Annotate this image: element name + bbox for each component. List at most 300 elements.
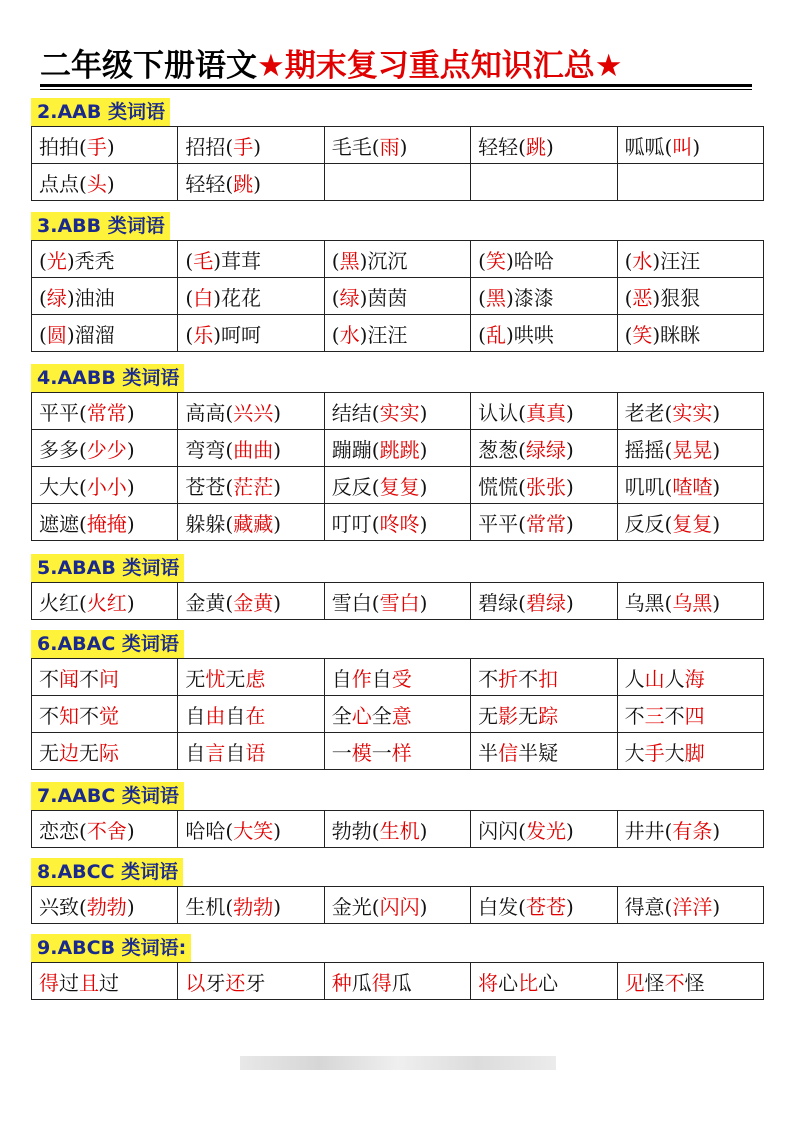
word-text: 心	[538, 970, 559, 995]
answer-text: 茫茫	[233, 474, 274, 499]
word-text: 恋恋(	[39, 818, 87, 843]
word-table	[31, 240, 764, 352]
word-cell	[324, 733, 470, 770]
word-text: )漆漆	[505, 285, 554, 310]
word-text: )狠狠	[652, 285, 701, 310]
answer-text: 发光	[525, 818, 566, 843]
answer-text: 扣	[538, 666, 559, 691]
answer-text: 手	[233, 134, 254, 159]
word-section	[31, 858, 764, 924]
answer-text: 闪闪	[379, 894, 420, 919]
word-table	[31, 126, 764, 201]
word-text: )	[273, 590, 282, 615]
word-text: 遮遮(	[39, 511, 87, 536]
word-text: 老老(	[624, 400, 673, 425]
table-row	[32, 504, 764, 541]
word-text: 慌慌(	[478, 474, 526, 499]
answer-text: 乐	[193, 322, 214, 347]
table-row	[32, 278, 764, 315]
word-text: 大大(	[39, 474, 87, 499]
word-text: )	[126, 894, 135, 919]
word-cell	[32, 504, 178, 541]
answer-text: 且	[79, 970, 99, 995]
word-text: 哈哈(	[185, 818, 234, 843]
answer-text: 问	[99, 666, 119, 691]
answer-text: 语	[245, 740, 266, 765]
table-row	[32, 430, 764, 467]
word-text: )	[126, 511, 135, 536]
word-text: 不	[518, 666, 539, 691]
word-text: 结结(	[331, 400, 380, 425]
word-cell	[471, 811, 617, 848]
word-section	[31, 934, 764, 1000]
word-cell	[324, 583, 470, 620]
word-text: )	[712, 590, 721, 615]
word-text: )	[565, 894, 574, 919]
word-text: )	[692, 134, 701, 159]
word-text: 多多(	[39, 437, 87, 462]
answer-text: 跳跳	[379, 437, 420, 462]
word-text: 瓜	[391, 970, 412, 995]
title-underline-thick	[40, 84, 752, 87]
word-cell	[471, 164, 617, 201]
answer-text: 比	[518, 970, 539, 995]
answer-text: 还	[225, 970, 246, 995]
word-text: )	[712, 474, 721, 499]
answer-text: 脚	[684, 740, 705, 765]
title-underline-thin	[40, 89, 752, 90]
word-text: 葱葱(	[478, 437, 526, 462]
word-cell	[617, 430, 763, 467]
word-cell	[32, 393, 178, 430]
answer-text: 觉	[99, 703, 119, 728]
blurred-footer-watermark	[240, 1056, 556, 1070]
word-cell	[32, 696, 178, 733]
word-text: )	[419, 437, 428, 462]
word-text: )哈哈	[505, 248, 554, 273]
answer-text: 恶	[632, 285, 653, 310]
answer-text: 雪白	[379, 590, 420, 615]
answer-text: 见	[624, 970, 645, 995]
word-table	[31, 810, 764, 848]
answer-text: 踪	[538, 703, 559, 728]
word-text: )茵茵	[359, 285, 408, 310]
word-text: )	[126, 590, 135, 615]
section-heading: 4.AABB 类词语	[31, 364, 184, 392]
answer-text: 叫	[672, 134, 693, 159]
table-row	[32, 241, 764, 278]
answer-text: 绿	[46, 285, 67, 310]
word-text: )秃秃	[66, 248, 115, 273]
word-text: 兴致(	[39, 894, 87, 919]
word-text: 不	[79, 666, 99, 691]
word-text: 生机(	[185, 894, 234, 919]
word-cell	[617, 127, 763, 164]
answer-text: 跳	[233, 171, 254, 196]
word-text: 弯弯(	[185, 437, 234, 462]
answer-text: 海	[684, 666, 705, 691]
table-row	[32, 164, 764, 201]
answer-text: 折	[498, 666, 519, 691]
word-text: )沉沉	[359, 248, 408, 273]
word-text: 轻轻(	[478, 134, 526, 159]
word-cell	[617, 887, 763, 924]
answer-text: 晃晃	[672, 437, 713, 462]
word-text: (	[624, 248, 633, 273]
word-text: )	[545, 134, 554, 159]
answer-text: 模	[351, 740, 372, 765]
word-text: )	[565, 474, 574, 499]
word-cell	[32, 811, 178, 848]
word-text: 全	[371, 703, 392, 728]
word-text: 大	[624, 740, 645, 765]
word-text: )	[273, 511, 282, 536]
answer-text: 咚咚	[379, 511, 420, 536]
word-text: 自	[225, 740, 246, 765]
word-cell	[32, 659, 178, 696]
answer-text: 小小	[86, 474, 127, 499]
word-text: 点点(	[39, 171, 87, 196]
word-text: 反反(	[624, 511, 673, 536]
word-text: )	[253, 171, 262, 196]
word-text: 雪白(	[331, 590, 380, 615]
word-text: 轻轻(	[185, 171, 234, 196]
answer-text: 复复	[379, 474, 420, 499]
answer-text: 三	[644, 703, 665, 728]
word-text: )	[712, 818, 721, 843]
word-cell	[32, 467, 178, 504]
word-cell	[32, 430, 178, 467]
answer-text: 山	[644, 666, 665, 691]
word-cell	[471, 315, 617, 352]
answer-text: 藏藏	[233, 511, 274, 536]
word-text: )	[126, 437, 135, 462]
answer-text: 闻	[59, 666, 79, 691]
word-text: (	[331, 285, 340, 310]
word-text: )	[419, 894, 428, 919]
answer-text: 真真	[525, 400, 566, 425]
word-section	[31, 98, 764, 201]
word-text: 自	[331, 666, 352, 691]
word-text: (	[478, 248, 486, 273]
word-text: )	[565, 437, 574, 462]
word-text: 平平(	[478, 511, 526, 536]
word-cell	[178, 393, 324, 430]
word-text: 无	[518, 703, 539, 728]
word-cell	[324, 811, 470, 848]
answer-text: 影	[498, 703, 519, 728]
word-cell	[471, 127, 617, 164]
word-cell	[617, 504, 763, 541]
word-cell	[178, 467, 324, 504]
word-text: 无	[79, 740, 99, 765]
word-text: 心	[498, 970, 519, 995]
word-cell	[617, 467, 763, 504]
word-cell	[324, 164, 470, 201]
word-text: (	[185, 248, 194, 273]
word-text: 反反(	[331, 474, 380, 499]
word-cell	[324, 127, 470, 164]
word-cell	[471, 696, 617, 733]
word-section	[31, 364, 764, 541]
word-text: 得意(	[624, 894, 673, 919]
answer-text: 跳	[525, 134, 546, 159]
page-title	[40, 46, 752, 86]
answer-text: 生机	[379, 818, 420, 843]
word-text: (	[624, 322, 633, 347]
word-text: (	[331, 248, 340, 273]
word-cell	[178, 430, 324, 467]
section-heading: 7.AABC 类词语	[31, 782, 184, 810]
section-heading: 8.ABCC 类词语	[31, 858, 183, 886]
word-text: 自	[371, 666, 392, 691]
word-text: 半	[478, 740, 499, 765]
answer-text: 忧	[205, 666, 226, 691]
word-text: (	[185, 285, 194, 310]
word-text: )茸茸	[213, 248, 262, 273]
word-cell	[471, 583, 617, 620]
answer-text: 绿绿	[525, 437, 566, 462]
table-row	[32, 696, 764, 733]
word-text: 过	[59, 970, 79, 995]
word-text: )	[565, 400, 574, 425]
answer-text: 碧绿	[525, 590, 566, 615]
answer-text: 笑	[632, 322, 653, 347]
answer-text: 雨	[379, 134, 400, 159]
word-cell	[617, 659, 763, 696]
word-text: )汪汪	[359, 322, 408, 347]
word-cell	[32, 583, 178, 620]
word-text: )	[273, 474, 282, 499]
answer-text: 大笑	[233, 818, 274, 843]
answer-text: 虑	[245, 666, 266, 691]
word-text: 勃勃(	[331, 818, 380, 843]
answer-text: 由	[205, 703, 226, 728]
answer-text: 兴兴	[233, 400, 274, 425]
word-cell	[178, 127, 324, 164]
answer-text: 曲曲	[233, 437, 274, 462]
word-cell	[178, 504, 324, 541]
answer-text: 黑	[339, 248, 360, 273]
answer-text: 勃勃	[86, 894, 127, 919]
word-text: )	[106, 171, 115, 196]
word-text: )	[273, 437, 282, 462]
word-cell	[617, 164, 763, 201]
answer-text: 信	[498, 740, 519, 765]
word-cell	[324, 430, 470, 467]
word-text: 金光(	[331, 894, 380, 919]
answer-text: 常常	[525, 511, 566, 536]
word-text: )	[565, 511, 574, 536]
answer-text: 少少	[86, 437, 127, 462]
word-text: )	[106, 134, 115, 159]
table-row	[32, 393, 764, 430]
word-text: )汪汪	[652, 248, 701, 273]
word-cell	[178, 583, 324, 620]
word-text: )	[419, 590, 428, 615]
answer-text: 四	[684, 703, 705, 728]
word-text: 牙	[205, 970, 226, 995]
word-text: 不	[39, 666, 59, 691]
word-cell	[471, 504, 617, 541]
word-cell	[617, 696, 763, 733]
word-text: )	[399, 134, 408, 159]
word-cell	[324, 241, 470, 278]
word-text: )	[565, 818, 574, 843]
word-text: 平平(	[39, 400, 87, 425]
word-text: 不	[664, 703, 685, 728]
answer-text: 圆	[46, 322, 67, 347]
word-cell	[471, 430, 617, 467]
answer-text: 有条	[672, 818, 713, 843]
word-cell	[617, 733, 763, 770]
answer-text: 样	[391, 740, 412, 765]
word-text: 高高(	[185, 400, 234, 425]
word-cell	[178, 659, 324, 696]
word-text: 瓜	[351, 970, 372, 995]
word-cell	[617, 393, 763, 430]
answer-text: 言	[205, 740, 226, 765]
word-text: 无	[478, 703, 499, 728]
word-text: 井井(	[624, 818, 673, 843]
word-cell	[617, 278, 763, 315]
table-row	[32, 315, 764, 352]
word-cell	[178, 963, 324, 1000]
word-cell	[324, 504, 470, 541]
answer-text: 不舍	[86, 818, 127, 843]
answer-text: 知	[59, 703, 79, 728]
word-text: (	[331, 322, 340, 347]
word-text: )	[712, 437, 721, 462]
word-text: )	[712, 400, 721, 425]
section-heading: 2.AAB 类词语	[31, 98, 170, 126]
word-cell	[178, 241, 324, 278]
answer-text: 乌黑	[672, 590, 713, 615]
answer-text: 手	[86, 134, 107, 159]
word-cell	[178, 887, 324, 924]
word-text: 毛毛(	[331, 134, 380, 159]
word-text: 不	[624, 703, 645, 728]
word-cell	[617, 811, 763, 848]
word-text: 不	[39, 703, 59, 728]
word-cell	[471, 733, 617, 770]
answer-text: 苍苍	[525, 894, 566, 919]
word-cell	[32, 887, 178, 924]
word-text: )	[712, 511, 721, 536]
answer-text: 常常	[86, 400, 127, 425]
word-cell	[178, 164, 324, 201]
word-text: (	[478, 322, 486, 347]
word-text: )	[273, 400, 282, 425]
word-text: 不	[79, 703, 99, 728]
word-text: 无	[185, 666, 206, 691]
word-cell	[324, 278, 470, 315]
word-text: 全	[331, 703, 352, 728]
word-cell	[617, 583, 763, 620]
answer-text: 心	[351, 703, 372, 728]
word-text: 白发(	[478, 894, 526, 919]
answer-text: 边	[59, 740, 79, 765]
word-table	[31, 962, 764, 1000]
word-text: 大	[664, 740, 685, 765]
word-text: 呱呱(	[624, 134, 673, 159]
answer-text: 意	[391, 703, 412, 728]
word-text: 怪	[684, 970, 705, 995]
answer-text: 实实	[379, 400, 420, 425]
word-text: 碧绿(	[478, 590, 526, 615]
answer-text: 受	[391, 666, 412, 691]
word-text: )	[419, 511, 428, 536]
word-cell	[178, 278, 324, 315]
word-text: 叽叽(	[624, 474, 673, 499]
answer-text: 手	[644, 740, 665, 765]
word-cell	[471, 659, 617, 696]
word-text: )	[419, 818, 428, 843]
word-text: (	[624, 285, 633, 310]
word-text: 金黄(	[185, 590, 234, 615]
word-cell	[32, 963, 178, 1000]
answer-text: 实实	[672, 400, 713, 425]
word-cell	[471, 241, 617, 278]
word-cell	[324, 887, 470, 924]
word-text: (	[39, 248, 47, 273]
section-heading: 6.ABAC 类词语	[31, 630, 184, 658]
answer-text: 黑	[485, 285, 506, 310]
word-text: 乌黑(	[624, 590, 673, 615]
word-text: 自	[225, 703, 246, 728]
word-table	[31, 582, 764, 620]
word-cell	[32, 315, 178, 352]
answer-text: 作	[351, 666, 372, 691]
answer-text: 乱	[485, 322, 506, 347]
word-text: )花花	[213, 285, 262, 310]
word-text: 自	[185, 740, 206, 765]
word-text: 拍拍(	[39, 134, 87, 159]
word-cell	[178, 696, 324, 733]
answer-text: 张张	[525, 474, 566, 499]
section-heading: 3.ABB 类词语	[31, 212, 170, 240]
table-row	[32, 583, 764, 620]
word-cell	[324, 696, 470, 733]
word-text: )呵呵	[213, 322, 262, 347]
word-cell	[324, 315, 470, 352]
word-section	[31, 212, 764, 352]
section-heading: 5.ABAB 类词语	[31, 554, 184, 582]
word-text: (	[478, 285, 486, 310]
word-section	[31, 554, 764, 620]
word-cell	[32, 127, 178, 164]
word-text: 一	[331, 740, 352, 765]
word-text: 摇摇(	[624, 437, 673, 462]
answer-text: 光	[46, 248, 67, 273]
word-text: 不	[478, 666, 499, 691]
word-text: )眯眯	[652, 322, 701, 347]
answer-text: 以	[185, 970, 206, 995]
word-text: 招招(	[185, 134, 234, 159]
word-text: 火红(	[39, 590, 87, 615]
title-highlight: ★期末复习重点知识汇总★	[257, 48, 623, 84]
answer-text: 际	[99, 740, 119, 765]
word-table	[31, 392, 764, 541]
word-text: 自	[185, 703, 206, 728]
word-text: 苍苍(	[185, 474, 234, 499]
answer-text: 洋洋	[672, 894, 713, 919]
word-text: 躲躲(	[185, 511, 234, 536]
word-text: 闪闪(	[478, 818, 526, 843]
word-text: 过	[99, 970, 119, 995]
word-text: (	[39, 285, 47, 310]
answer-text: 金黄	[233, 590, 274, 615]
